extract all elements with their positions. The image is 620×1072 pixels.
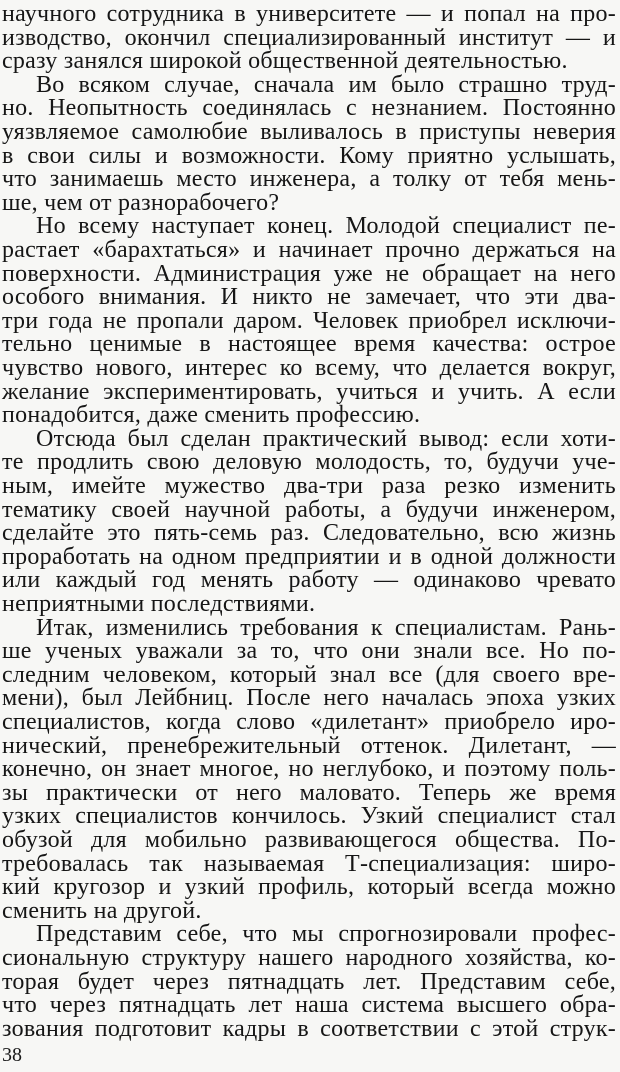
text-line: тельно ценимые в настоящее время качества: острое (2, 331, 616, 358)
text-line: изводство, окончил специализированный институт — и (2, 24, 616, 51)
text-line: понадобится, даже сменить профессию. (2, 402, 421, 429)
text-line: уязвляемое самолюбие выливалось в приступы неверия (2, 119, 616, 145)
text-line: три года не пропали даром. Человек приобрел исключи- (2, 307, 616, 334)
text-line: обузой для мобильно развивающегося общества. По- (2, 827, 616, 853)
text-line: зования подготовит кадры в соответствии с этой струк- (2, 1015, 616, 1042)
text-line: сделайте это пять-семь раз. Следовательно, всю жизнь (2, 520, 616, 547)
page-number: 38 (2, 1044, 22, 1066)
text-line: что занимаешь место инженера, а толку от тебя мень- (2, 166, 616, 193)
text-line: ным, имейте мужество два-три раза резко изменить (2, 473, 616, 499)
text-line: особого внимания. И никто не замечает, что эти два- (2, 284, 616, 311)
text-line: желание экспериментировать, учиться и учить. А если (2, 378, 616, 405)
text-line: те продлить свою деловую молодость, то, будучи уче- (2, 449, 616, 476)
text-line: следним человеком, который знал все (для своего вре- (2, 661, 616, 688)
text-line: кий кругозор и узкий профиль, который всегда можно (2, 874, 616, 901)
text-line: поверхности. Администрация уже не обращает на него (2, 260, 616, 287)
text-line: научного сотрудника в университете — и попал на про- (2, 1, 616, 27)
text-line: Отсюда был сделан практический вывод: если хоти- (36, 425, 616, 452)
text-line: проработать на одном предприятии и в одной должности (2, 543, 616, 570)
text-line: тематику своей научной работы, а будучи инженером, (2, 496, 616, 523)
text-line: сразу занялся широкой общественной деятельностью. (2, 48, 568, 75)
text-line: специалистов, когда слово «дилетант» приобрело иро- (2, 709, 616, 735)
text-line: конечно, он знает многое, но неглубоко, и поэтому поль- (2, 756, 616, 783)
text-line: Итак, изменились требования к специалистам. Рань- (36, 614, 616, 641)
text-line: растает «барахтаться» и начинает прочно держаться на (2, 237, 616, 263)
text-line: в свои силы и возможности. Кому приятно услышать, (2, 142, 616, 169)
text-line: сменить на другой. (2, 897, 202, 924)
text-line: требовалась так называемая Т-специализация: широ- (2, 850, 616, 877)
text-line: Во всяком случае, сначала им было страшно труд- (36, 71, 616, 98)
text-line: чувство нового, интерес ко всему, что делается вокруг, (2, 355, 616, 381)
text-line: сиональную структуру нашего народного хозяйства, ко- (2, 945, 616, 971)
text-line: торая будет через пятнадцать лет. Представим себе, (2, 968, 616, 995)
text-line: Представим себе, что мы спрогнозировали профес- (36, 921, 616, 948)
text-line: но. Неопытность соединялась с незнанием. Постоянно (2, 95, 616, 122)
text-line: или каждый год менять работу — одинаково чревато (2, 567, 616, 594)
text-line: Но всему наступает конец. Молодой специалист пе- (36, 213, 616, 240)
text-line: неприятными последствиями. (2, 591, 316, 617)
text-line: что через пятнадцать лет наша система высшего обра- (2, 992, 616, 1019)
text-line: зы практически от него маловато. Теперь же время (2, 779, 616, 806)
text-line: мени), был Лейбниц. После него началась эпоха узких (2, 685, 616, 712)
text-line: ше, чем от разнорабочего? (2, 189, 280, 216)
text-line: нический, пренебрежительный оттенок. Дилетант, — (2, 732, 616, 759)
text-line: ше ученых уважали за то, что они знали все. Но по- (2, 638, 616, 665)
text-line: узких специалистов кончилось. Узкий специалист стал (2, 803, 616, 830)
